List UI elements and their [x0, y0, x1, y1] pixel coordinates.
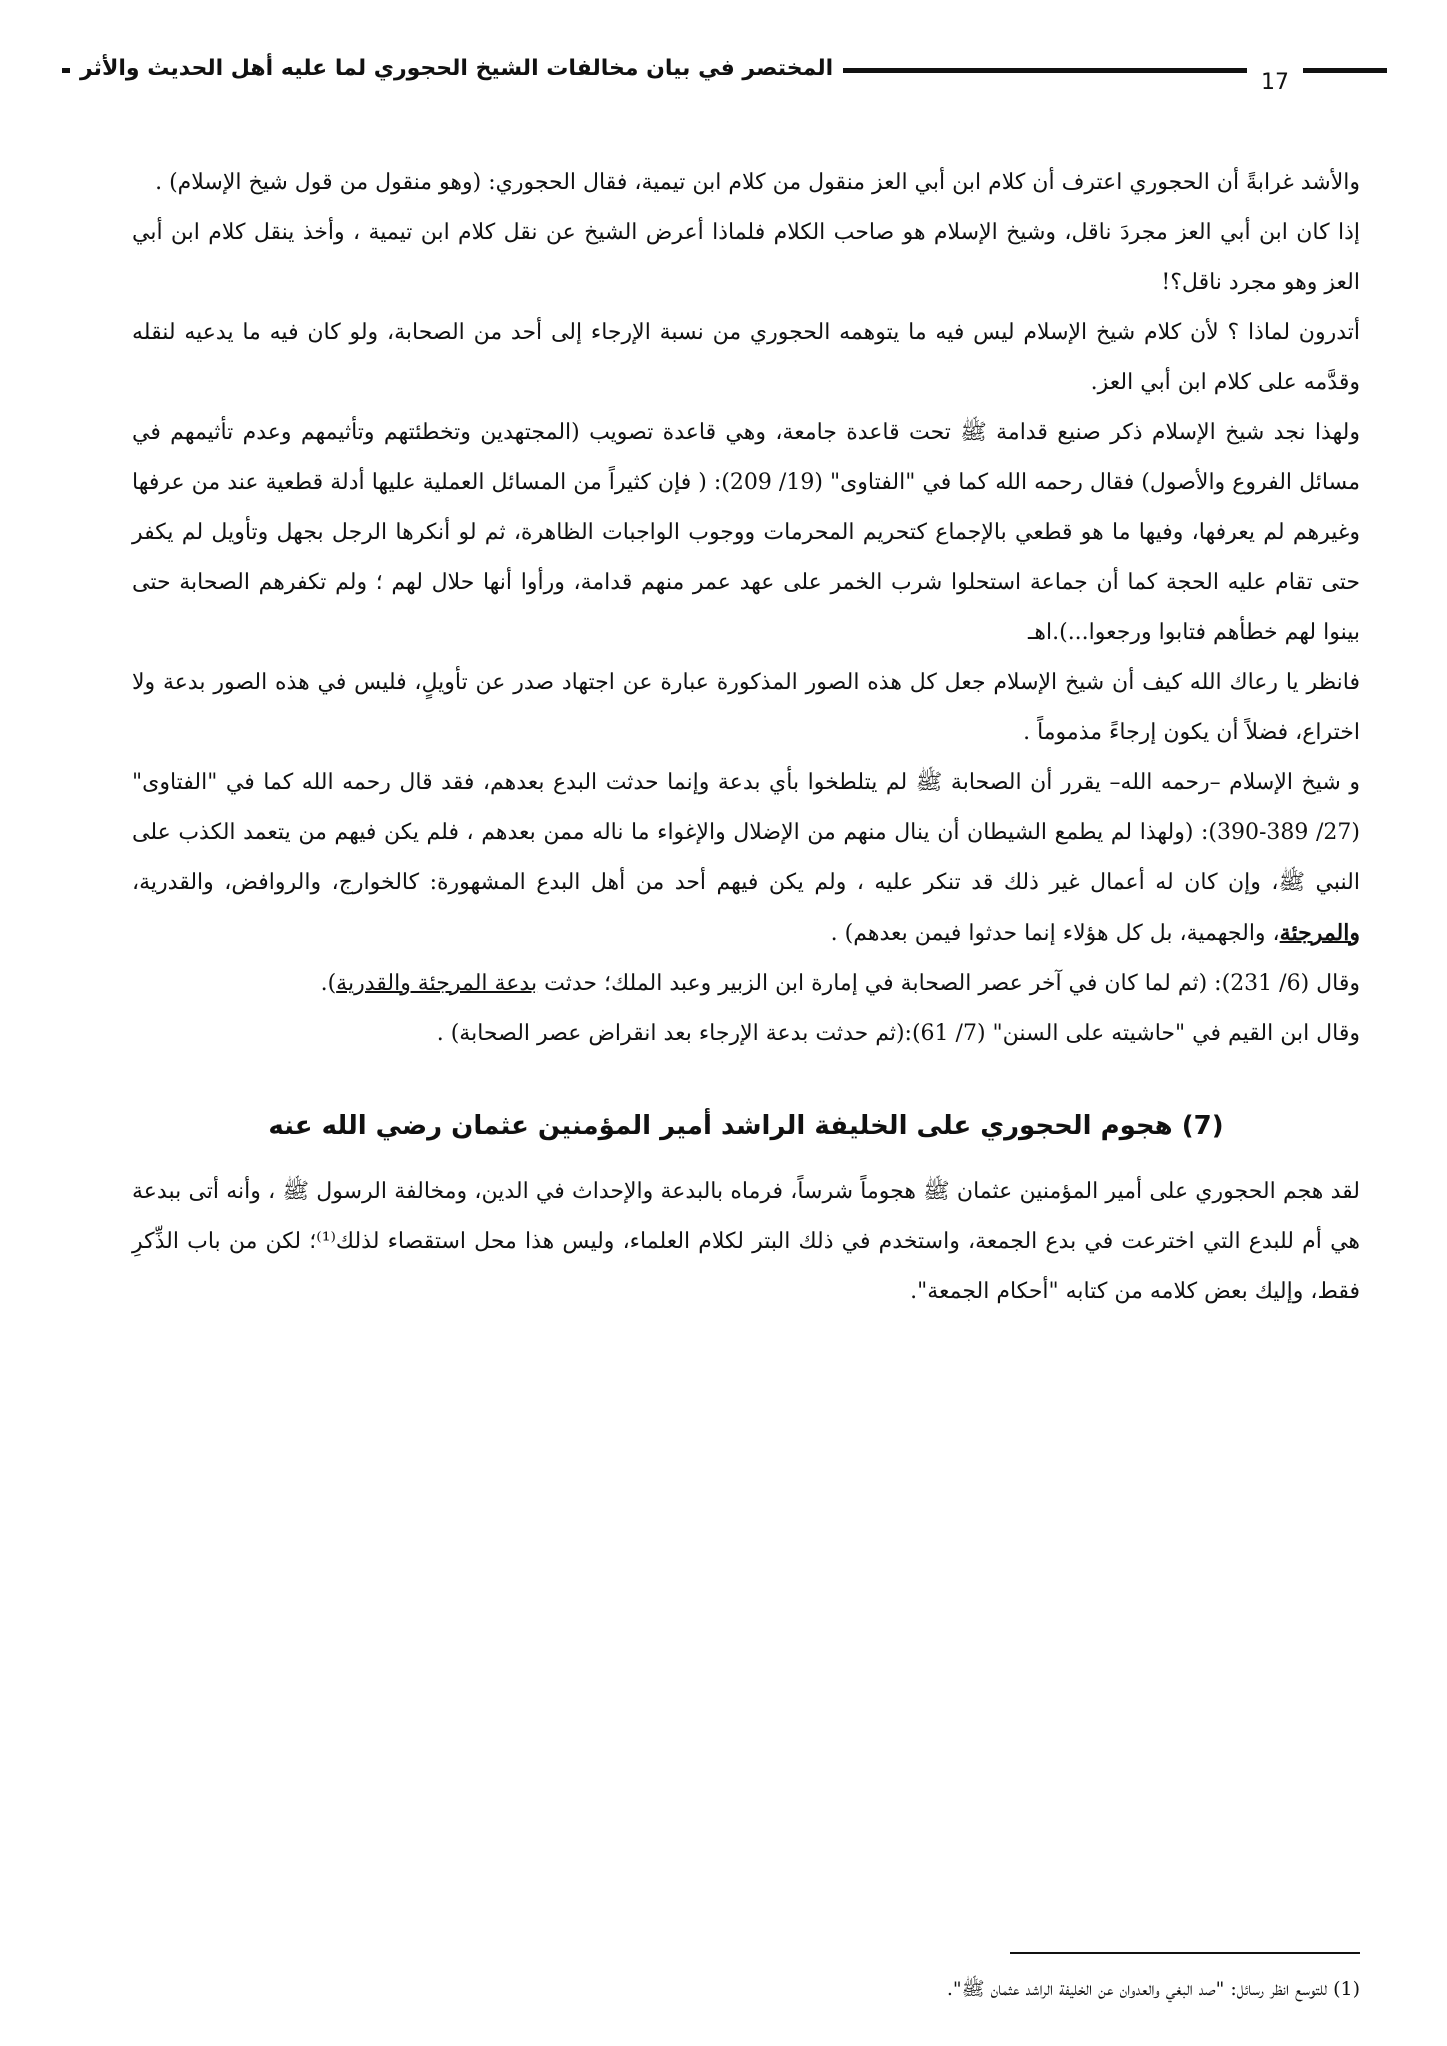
paragraph-text: ).	[320, 971, 337, 996]
paragraph: لقد هجم الحجوري على أمير المؤمنين عثمان ﷺ هجوماً شرساً، فرماه بالبدعة والإحداث في الدين، ومخالفة الرسول ﷺ ، وأنه أتى ببدعة هي أم للبدع التي اخترعت في بدع الجمعة، واستخدم في ذلك البتر لكلام العلماء، وليس هذا محل استقصاء لذلك⁽¹⁾؛ لكن من باب الذِّكرِ فقط، وإليك بعض كلامه من كتابه "أحكام الجمعة".	[132, 1179, 1361, 1304]
page-body	[132, 158, 1360, 1317]
header-title: المختصر في بيان مخالفات الشيخ الحجوري لما عليه أهل الحديث والأثر	[70, 52, 843, 86]
paragraph: ولهذا نجد شيخ الإسلام ذكر صنيع قدامة ﷺ تحت قاعدة جامعة، وهي قاعدة تصويب (المجتهدين وتخطئتهم وتأثيمهم وعدم تأثيمهم في مسائل الفروع والأصول) فقال رحمه الله كما في "الفتاوى" (19/ 209): ( فإن كثيراً من المسائل العملية عليها أدلة قطعية عند من عرفها وغيرهم لم يعرفها، وفيها ما هو قطعي بالإجماع كتحريم المحرمات ووجوب الواجبات الظاهرة، ثم لو أنكرها الرجل بجهل وتأويل لم يكفر حتى تقام عليه الحجة كما أن جماعة استحلوا شرب الخمر على عهد عمر منهم قدامة، ورأوا أنها حلال لهم ؛ ولم تكفرهم الصحابة حتى بينوا لهم خطأهم فتابوا ورجعوا...).اهـ	[132, 420, 1360, 645]
underlined-phrase: بدعة المرجئة والقدرية	[336, 971, 538, 996]
paragraph: أتدرون لماذا ؟ لأن كلام شيخ الإسلام ليس فيه ما يتوهمه الحجوري من نسبة الإرجاء إلى أحد من الصحابة، ولو كان فيه ما يدعيه لنقله وقدَّمه على كلام ابن أبي العز.	[132, 320, 1360, 395]
paragraph-text: وقال (6/ 231): (ثم لما كان في آخر عصر الصحابة في إمارة ابن الزبير وعبد الملك؛ حدثت	[537, 971, 1360, 996]
page-number: 17	[1247, 66, 1303, 100]
paragraph: إذا كان ابن أبي العز مجردَ ناقل، وشيخ الإسلام هو صاحب الكلام فلماذا أعرض الشيخ عن نقل كلام ابن تيمية ، وأخذ ينقل كلام ابن أبي العز وهو مجرد ناقل؟!	[132, 220, 1360, 295]
paragraph-text: و شيخ الإسلام –رحمه الله– يقرر أن الصحابة ﷺ لم يتلطخوا بأي بدعة وإنما حدثت البدع بعدهم، فقد قال رحمه الله كما في "الفتاوى" (27/ 389-390): (ولهذا لم يطمع الشيطان أن ينال منهم من الإضلال والإغواء ما ناله ممن بعدهم ، فلم يكن فيهم من يتعمد الكذب على النبي ﷺ، وإن كان له أعمال غير ذلك قد تنكر عليه ، ولم يكن فيهم أحد من أهل البدع المشهورة: كالخوارج، والروافض، والقدرية،	[132, 770, 1361, 895]
paragraph	[132, 959, 1360, 1009]
paragraph: فانظر يا رعاك الله كيف أن شيخ الإسلام جعل كل هذه الصور المذكورة عبارة عن اجتهاد صدر عن تأويلٍ، فليس في هذه الصور بدعة ولا اختراع، فضلاً أن يكون إرجاءً مذموماً .	[132, 670, 1360, 745]
paragraph	[132, 758, 1360, 959]
emphasis-murjia: والمرجئة	[1279, 920, 1360, 946]
footnote: (1) للتوسع انظر رسائل: "صد البغي والعدوان عن الخليفة الراشد عثمان ﷺ".	[946, 1978, 1360, 2000]
paragraph: والأشد غرابةً أن الحجوري اعترف أن كلام ابن أبي العز منقول من كلام ابن تيمية، فقال الحجوري: (وهو منقول من قول شيخ الإسلام) .	[155, 170, 1360, 195]
footnote-separator	[1010, 1952, 1360, 1954]
paragraph-text: ، والجهمية، بل كل هؤلاء إنما حدثوا فيمن بعدهم) .	[830, 921, 1280, 946]
paragraph: وقال ابن القيم في "حاشيته على السنن" (7/ 61):(ثم حدثت بدعة الإرجاء بعد انقراض عصر الصحابة) .	[436, 1021, 1360, 1046]
running-header	[62, 52, 1387, 102]
section-heading: (7) هجوم الحجوري على الخليفة الراشد أمير المؤمنين عثمان رضي الله عنه	[268, 1111, 1224, 1141]
